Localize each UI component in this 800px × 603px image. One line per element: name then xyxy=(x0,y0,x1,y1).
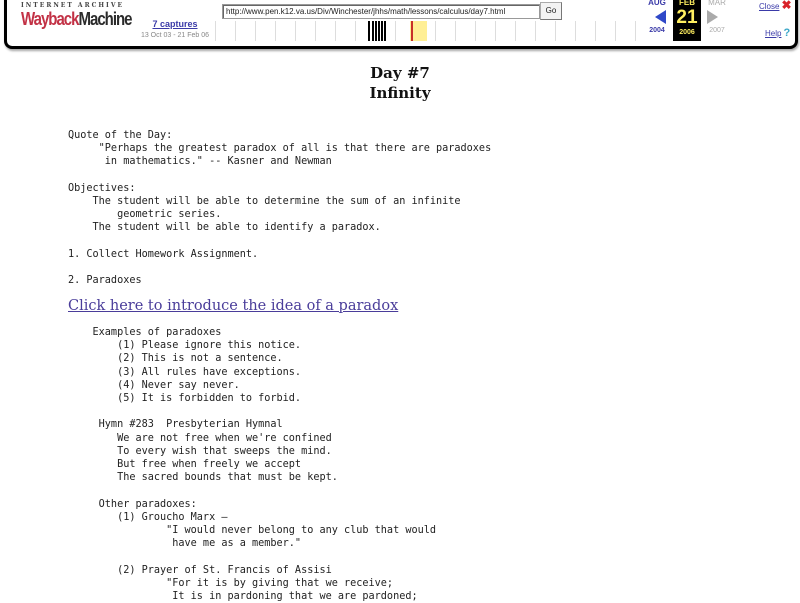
capture-bar[interactable] xyxy=(378,21,380,41)
go-button[interactable]: Go xyxy=(540,2,562,20)
close-icon[interactable]: ✖ xyxy=(781,0,792,12)
url-input[interactable]: http://www.pen.k12.va.us/Div/Winchester/jhhs/math/lessons/calculus/day7.html xyxy=(222,4,540,19)
help-button[interactable] xyxy=(765,27,790,39)
timeline-gridline xyxy=(535,21,536,41)
quote-line: "Perhaps the greatest paradox of all is that there are paradoxes xyxy=(68,143,492,155)
hymn-line: We are not free when we're confined xyxy=(68,432,332,444)
current-capture-date xyxy=(673,0,701,41)
close-label[interactable]: Close xyxy=(759,2,780,11)
close-button[interactable] xyxy=(759,0,792,12)
example-item: (1) Please ignore this notice. xyxy=(68,340,302,352)
timeline-gridline xyxy=(335,21,336,41)
logo-wayback-machine-text xyxy=(21,8,132,30)
lesson-intro xyxy=(68,129,491,287)
timeline-gridline xyxy=(635,21,636,41)
page-subtitle: Infinity xyxy=(369,84,431,102)
current-year: 2006 xyxy=(679,29,695,36)
timeline-gridline xyxy=(575,21,576,41)
prev-year: 2004 xyxy=(649,27,665,34)
timeline-gridline xyxy=(475,21,476,41)
objective-line: The student will be able to determine the sum of an infinite xyxy=(68,196,461,208)
examples-heading: Examples of paradoxes xyxy=(68,327,222,338)
arrow-right-icon xyxy=(707,10,718,24)
timeline-gridline xyxy=(295,21,296,41)
next-year: 2007 xyxy=(709,27,725,34)
timeline-gridline xyxy=(435,21,436,41)
page-title: Day #7 xyxy=(370,64,430,82)
timeline-gridline xyxy=(255,21,256,41)
example-item: (5) It is forbidden to forbid. xyxy=(68,393,302,405)
other-paradox-line: have me as a member." xyxy=(68,538,302,550)
timeline-gridline xyxy=(615,21,616,41)
capture-timeline[interactable] xyxy=(215,21,647,41)
previous-capture[interactable] xyxy=(643,0,671,36)
prev-month: AUG xyxy=(648,0,666,7)
objectives-heading: Objectives: xyxy=(68,182,136,194)
quote-heading: Quote of the Day: xyxy=(68,130,173,141)
wayback-logo[interactable] xyxy=(21,2,132,30)
arrow-left-icon[interactable] xyxy=(655,10,666,24)
other-paradox-line: "I would never belong to any club that would xyxy=(68,525,437,537)
other-paradox-line: It is in pardoning that we are pardoned; xyxy=(68,591,418,603)
logo-machine-word: Machine xyxy=(78,8,132,30)
agenda-item-2: 2. Paradoxes xyxy=(68,275,142,287)
paradox-content xyxy=(68,326,436,603)
help-icon[interactable]: ? xyxy=(783,27,791,39)
timeline-gridline xyxy=(275,21,276,41)
capture-bar[interactable] xyxy=(368,21,370,41)
other-paradox-title: (1) Groucho Marx – xyxy=(68,511,228,523)
example-item: (2) This is not a sentence. xyxy=(68,353,283,365)
logo-internet-archive-text: INTERNET ARCHIVE xyxy=(21,2,125,9)
current-month: FEB xyxy=(679,0,695,7)
help-label[interactable]: Help xyxy=(765,29,782,38)
timeline-gridline xyxy=(495,21,496,41)
next-month: MAR xyxy=(708,0,726,7)
capture-bar[interactable] xyxy=(375,21,377,41)
objective-line: The student will be able to identify a paradox. xyxy=(68,222,381,234)
hymn-line: The sacred bounds that must be kept. xyxy=(68,472,338,484)
current-capture-marker[interactable] xyxy=(411,21,413,41)
hymn-line: To every wish that sweeps the mind. xyxy=(68,445,332,457)
timeline-gridline xyxy=(595,21,596,41)
hymn-heading: Hymn #283 Presbyterian Hymnal xyxy=(68,419,283,431)
example-item: (4) Never say never. xyxy=(68,379,240,391)
next-capture xyxy=(703,0,731,36)
logo-wayback-word: Wayback xyxy=(21,8,79,30)
capture-bar[interactable] xyxy=(381,21,383,41)
timeline-gridline xyxy=(355,21,356,41)
other-paradoxes-heading: Other paradoxes: xyxy=(68,498,197,510)
example-item: (3) All rules have exceptions. xyxy=(68,366,302,378)
timeline-gridline xyxy=(555,21,556,41)
timeline-gridline xyxy=(215,21,216,41)
hymn-line: But free when freely we accept xyxy=(68,459,302,471)
captures-link[interactable]: 7 captures xyxy=(152,19,198,29)
timeline-gridline xyxy=(315,21,316,41)
objective-line: geometric series. xyxy=(68,209,222,221)
capture-bar[interactable] xyxy=(384,21,386,41)
agenda-item-1: 1. Collect Homework Assignment. xyxy=(68,248,259,260)
wayback-toolbar xyxy=(4,0,798,49)
captures-info xyxy=(135,19,215,41)
other-paradox-line: "For it is by giving that we receive; xyxy=(68,577,394,589)
current-day: 21 xyxy=(676,7,698,28)
capture-bar[interactable] xyxy=(372,21,374,41)
timeline-gridline xyxy=(395,21,396,41)
paradox-intro-link[interactable]: Click here to introduce the idea of a paradox xyxy=(68,298,399,314)
captures-date-range: 13 Oct 03 - 21 Feb 06 xyxy=(140,32,210,39)
timeline-gridline xyxy=(455,21,456,41)
timeline-gridline xyxy=(235,21,236,41)
quote-line: in mathematics." -- Kasner and Newman xyxy=(68,156,332,168)
other-paradox-title: (2) Prayer of St. Francis of Assisi xyxy=(68,564,332,576)
timeline-gridline xyxy=(515,21,516,41)
